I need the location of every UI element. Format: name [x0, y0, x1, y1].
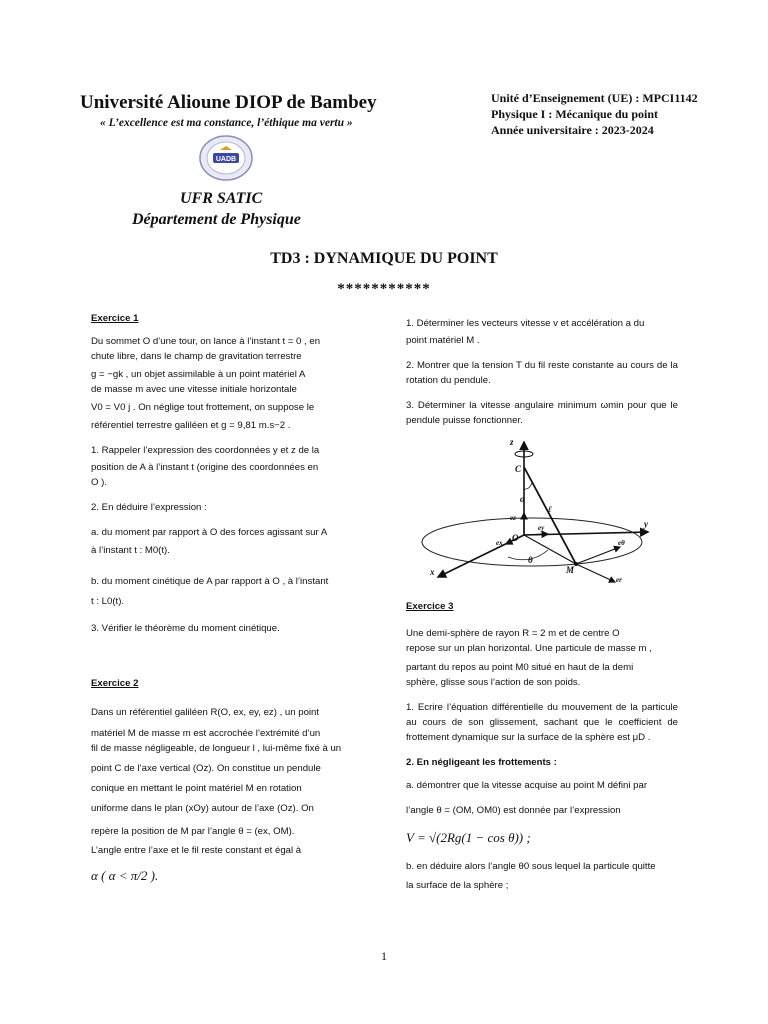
- ex2-line: matériel M de masse m est accrochée l’extrémité d’un: [91, 728, 321, 739]
- title-separator: ***********: [337, 281, 431, 297]
- ex2-line: conique en mettant le point matériel M en rotation: [91, 783, 302, 794]
- ufr-name: UFR SATIC: [180, 190, 263, 207]
- department-name: Département de Physique: [132, 211, 301, 228]
- course-info: [491, 90, 698, 138]
- exercise-3-heading: Exercice 3: [406, 601, 454, 612]
- ex1-line: référentiel terrestre galiléen et g = 9,81 m.s−2 .: [91, 420, 291, 431]
- ex2-question-2: 2. Montrer que la tension T du fil reste constante au cours de la rotation du pendule.: [406, 360, 678, 386]
- label-theta: θ: [528, 555, 533, 565]
- ex3-line: sphère, glisse sous l’action de son poids.: [406, 677, 581, 688]
- ex3-question-2b: b. en déduire alors l’angle θ0 sous lequel la particule quitte: [406, 861, 656, 872]
- label-z: z: [510, 437, 514, 447]
- label-etheta: eθ: [618, 539, 625, 547]
- exercise-2: [91, 676, 361, 883]
- label-C: C: [515, 464, 522, 474]
- ex2-line: α ( α < π/2 ).: [91, 868, 159, 883]
- conical-pendulum-figure: [420, 437, 660, 587]
- ex1-question-1: 1. Rappeler l’expression des coordonnées y et z de la: [91, 445, 320, 456]
- ex2-line: Dans un référentiel galiléen R(O, ex, ey, ez) , un point: [91, 707, 320, 718]
- ex2-question-3: 3. Déterminer la vitesse angulaire minimum ωmin pour que le pendule puisse fonctionner.: [406, 400, 678, 426]
- ex1-line: chute libre, dans le champ de gravitation terrestre: [91, 351, 302, 362]
- label-alpha: α: [520, 494, 525, 504]
- ex2-question-1: point matériel M .: [406, 335, 480, 346]
- ue-code: Unité d’Enseignement (UE) : MPCI1142: [491, 91, 698, 105]
- ex1-question-1: position de A à l’instant t (origine des coordonnées en: [91, 462, 319, 473]
- motto: « L’excellence est ma constance, l’éthique ma vertu »: [100, 117, 353, 129]
- label-l: ℓ: [548, 504, 552, 514]
- exercise-1: [91, 311, 361, 636]
- ex2-line: L’angle entre l’axe et le fil reste constant et égal à: [91, 845, 302, 856]
- exercise-1-heading: Exercice 1: [91, 313, 139, 324]
- label-x: x: [430, 567, 435, 577]
- label-y: y: [644, 519, 648, 529]
- ex3-question-2b: la surface de la sphère ;: [406, 880, 509, 891]
- e-r-vector: [576, 564, 615, 582]
- exercise-3: [406, 599, 678, 893]
- page-number: 1: [381, 949, 387, 963]
- ex3-line: Une demi-sphère de rayon R = 2 m et de centre O: [406, 628, 620, 639]
- ex2-question-1: 1. Déterminer les vecteurs vitesse v et accélération a du: [406, 318, 645, 329]
- page-title: TD3 : DYNAMIQUE DU POINT: [270, 250, 498, 267]
- ex1-question-2b: t : L0(t).: [91, 596, 125, 607]
- ex1-line: de masse m avec une vitesse initiale horizontale: [91, 384, 297, 395]
- ex2-line: repère la position de M par l’angle θ = (ex, OM).: [91, 826, 295, 837]
- ex1-line: Du sommet O d’une tour, on lance à l’instant t = 0 , en: [91, 336, 321, 347]
- ex3-formula: V = √(2Rg(1 − cos θ)) ;: [406, 830, 531, 845]
- ex1-question-2a: à l’instant t : M0(t).: [91, 545, 170, 556]
- ex3-question-2a: l’angle θ = (OM, OM0) est donnée par l’expression: [406, 805, 621, 816]
- university-name: Université Alioune DIOP de Bambey: [80, 92, 377, 113]
- course-name: Physique I : Mécanique du point: [491, 107, 659, 121]
- ex1-question-3: 3. Vérifier le théorème du moment cinétique.: [91, 623, 280, 634]
- ex3-question-2: 2. En négligeant les frottements :: [406, 757, 557, 768]
- ex3-question-1: 1. Ecrire l’équation différentielle du mouvement de la particule au cours de son glissement, sachant que le coefficient de frottement dynamique sur la surface de la sphère est μD .: [406, 702, 678, 743]
- ex2-line: fil de masse négligeable, de longueur l , lui-même fixé à un: [91, 743, 342, 754]
- label-er: er: [616, 576, 622, 584]
- exercise-2-heading: Exercice 2: [91, 678, 139, 689]
- ex1-question-2b: b. du moment cinétique de A par rapport à O , à l’instant: [91, 576, 329, 587]
- ex1-question-2a: a. du moment par rapport à O des forces agissant sur A: [91, 527, 328, 538]
- label-M: M: [566, 565, 575, 575]
- academic-year: Année universitaire : 2023-2024: [491, 123, 654, 137]
- ex3-question-2a: a. démontrer que la vitesse acquise au point M défini par: [406, 780, 648, 791]
- label-ey: ey: [538, 524, 545, 532]
- ex1-question-1: O ).: [91, 477, 107, 488]
- ex1-line: g = −gk , un objet assimilable à un point matériel A: [91, 369, 306, 380]
- ex3-line: repose sur un plan horizontal. Une particule de masse m ,: [406, 643, 652, 654]
- university-logo: [198, 134, 254, 182]
- ex3-line: partant du repos au point M0 situé en haut de la demi: [406, 662, 634, 673]
- label-O: O: [512, 533, 519, 543]
- ex1-line: V0 = V0 j . On néglige tout frottement, on suppose le: [91, 402, 315, 413]
- exercise-2-questions: [406, 316, 678, 428]
- ex2-line: uniforme dans le plan (xOy) autour de l’axe (Oz). On: [91, 803, 314, 814]
- label-ex: ex: [496, 539, 503, 547]
- ex1-question-2: 2. En déduire l’expression :: [91, 502, 207, 513]
- label-ez: ez: [510, 514, 516, 522]
- ex2-line: point C de l’axe vertical (Oz). On constitue un pendule: [91, 763, 321, 774]
- logo-text: UADB: [215, 156, 237, 163]
- alpha-arc: [524, 483, 532, 489]
